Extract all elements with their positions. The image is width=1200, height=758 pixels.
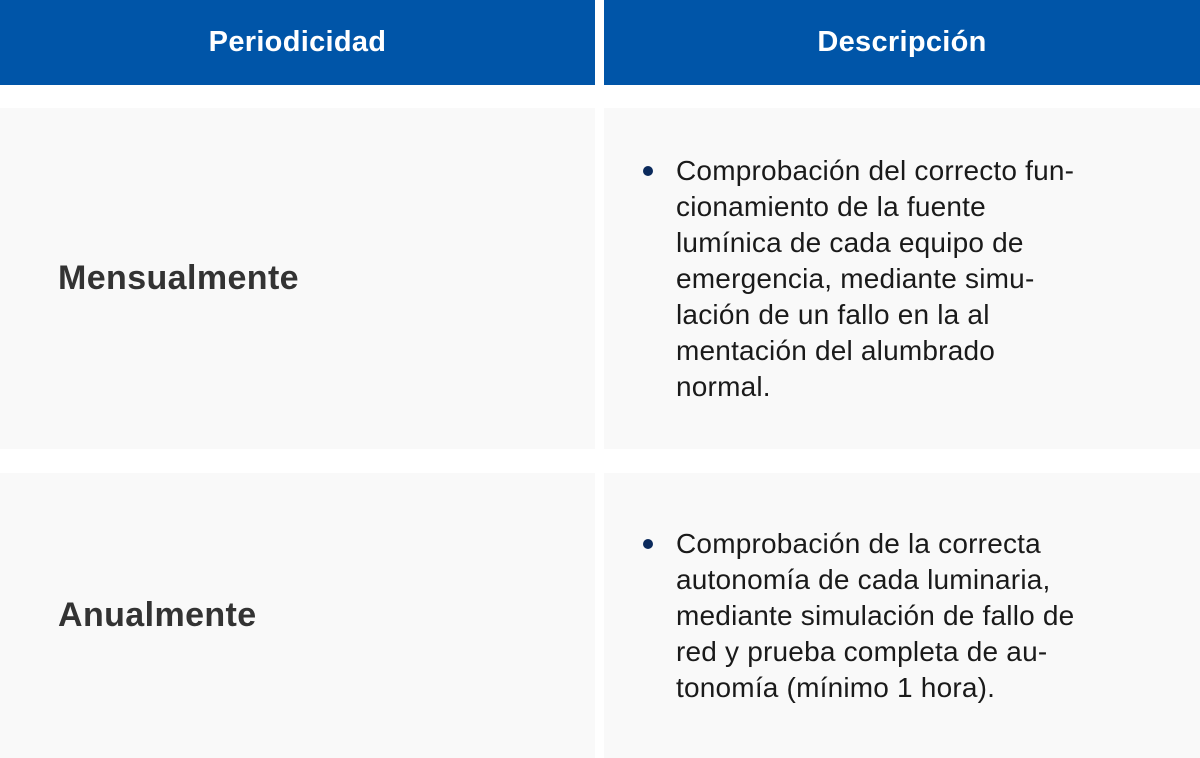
description-line: tonomía (mínimo 1 hora).: [676, 671, 996, 703]
description-line: mediante simulación de fallo de: [676, 599, 1075, 631]
bullet-icon: [643, 166, 653, 176]
description-line: lación de un fallo en la al: [676, 298, 990, 330]
description-line: emergencia, mediante simu-: [676, 262, 1035, 294]
description-line: normal.: [676, 370, 771, 402]
period-label: Mensualmente: [58, 259, 299, 297]
description-line: lumínica de cada equipo de: [676, 226, 1024, 258]
description-line: autonomía de cada luminaria,: [676, 563, 1051, 595]
description-list: [676, 153, 1166, 405]
header-description: Descripción: [604, 0, 1200, 85]
bullet-icon: [643, 539, 653, 549]
period-label: Anualmente: [58, 596, 257, 634]
list-item: [676, 526, 1166, 706]
description-line: red y prueba completa de au-: [676, 635, 1048, 667]
description-cell-monthly: [604, 108, 1200, 449]
description-line: Comprobación del correcto fun-: [676, 154, 1075, 186]
description-cell-annual: [604, 473, 1200, 758]
list-item: [676, 153, 1166, 405]
description-line: cionamiento de la fuente: [676, 190, 986, 222]
period-cell-annual: [0, 473, 595, 758]
header-periodicity: Periodicidad: [0, 0, 595, 85]
period-cell-monthly: [0, 108, 595, 449]
description-list: [676, 526, 1166, 706]
description-line: mentación del alumbrado: [676, 334, 996, 366]
description-line: Comprobación de la correcta: [676, 527, 1041, 559]
